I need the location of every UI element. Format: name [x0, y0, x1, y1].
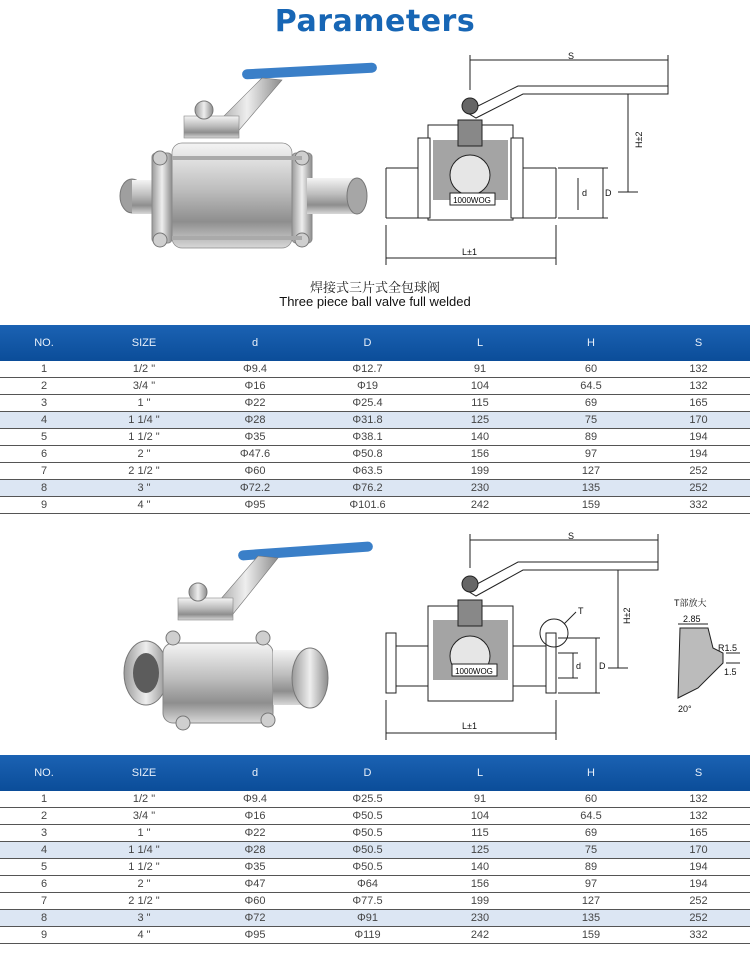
table-cell: Φ25.4: [352, 397, 383, 409]
table-cell: Φ60: [244, 465, 266, 477]
table-cell: 6: [40, 448, 48, 460]
table-cell: 5: [40, 431, 48, 443]
table-cell: Φ31.8: [352, 414, 383, 426]
col-d: d: [251, 337, 259, 349]
table-body: [0, 791, 750, 944]
table-cell: Φ35: [244, 861, 266, 873]
table-header: [0, 755, 750, 791]
valve-drawing-welded: [378, 50, 678, 272]
table-cell: 135: [581, 482, 601, 494]
svg-text:H±2: H±2: [622, 607, 632, 624]
svg-text:2.85: 2.85: [683, 614, 701, 624]
table-cell: 69: [584, 397, 598, 409]
col-size: SIZE: [131, 767, 157, 779]
table-row: [0, 893, 750, 910]
table-cell: 89: [584, 431, 598, 443]
valve-drawing-clamp: [378, 528, 750, 750]
table-cell: 194: [689, 431, 708, 443]
table-row: [0, 378, 750, 395]
svg-text:D: D: [599, 661, 606, 671]
table-cell: 332: [689, 499, 708, 511]
table-cell: 3/4 ": [132, 810, 156, 822]
table-cell: 165: [689, 397, 708, 409]
svg-text:L±1: L±1: [462, 721, 477, 731]
table-cell: 199: [470, 465, 490, 477]
table-cell: 3/4 ": [132, 380, 156, 392]
table-cell: Φ50.5: [352, 827, 383, 839]
svg-text:S: S: [568, 51, 575, 61]
col-l: L: [476, 767, 484, 779]
table-cell: 4: [40, 844, 48, 856]
table-cell: 60: [584, 363, 598, 375]
table-cell: 127: [581, 895, 601, 907]
table-cell: Φ28: [244, 844, 266, 856]
table-cell: Φ76.2: [352, 482, 383, 494]
table-cell: 230: [470, 912, 490, 924]
table-cell: 125: [470, 844, 490, 856]
col-l: L: [476, 337, 484, 349]
svg-text:D: D: [605, 188, 612, 198]
table-cell: 2 ": [137, 448, 151, 460]
table-row: [0, 808, 750, 825]
table-cell: 5: [40, 861, 48, 873]
table-body: [0, 361, 750, 514]
table-cell: 170: [689, 414, 708, 426]
table-cell: Φ50.8: [352, 448, 383, 460]
table-cell: 194: [689, 861, 708, 873]
table-cell: Φ60: [244, 895, 266, 907]
table-row: [0, 791, 750, 808]
table-cell: 332: [689, 929, 708, 941]
table-cell: Φ9.4: [242, 363, 268, 375]
table-cell: Φ63.5: [352, 465, 383, 477]
table-cell: 1 1/2 ": [128, 861, 160, 873]
table-cell: Φ50.5: [352, 861, 383, 873]
table-cell: 1/2 ": [132, 363, 156, 375]
table-row: [0, 480, 750, 497]
table-cell: Φ9.4: [242, 793, 268, 805]
table-cell: 159: [581, 929, 601, 941]
table-cell: Φ95: [244, 499, 266, 511]
table-cell: 132: [689, 380, 708, 392]
table-cell: 252: [689, 482, 708, 494]
table-cell: Φ91: [356, 912, 378, 924]
table-cell: 156: [470, 448, 490, 460]
table-cell: 165: [689, 827, 708, 839]
table-row: [0, 825, 750, 842]
table-cell: Φ72.2: [239, 482, 271, 494]
table-cell: 115: [471, 827, 489, 839]
svg-text:H±2: H±2: [634, 131, 644, 148]
table-row: [0, 876, 750, 893]
table-cell: Φ47.6: [239, 448, 271, 460]
table-cell: 9: [40, 499, 48, 511]
table-cell: Φ22: [244, 397, 266, 409]
table-cell: 1 ": [137, 397, 151, 409]
table-cell: 2 ": [137, 878, 151, 890]
svg-text:L±1: L±1: [462, 247, 477, 257]
table-cell: 170: [689, 844, 708, 856]
svg-text:1000WOG: 1000WOG: [453, 196, 491, 205]
table-cell: 4 ": [137, 499, 151, 511]
table-cell: 2 1/2 ": [128, 895, 160, 907]
table-cell: 2 1/2 ": [128, 465, 160, 477]
table-cell: 252: [689, 895, 708, 907]
spec-table-clamp: [0, 755, 750, 944]
table-cell: 2: [40, 380, 48, 392]
table-cell: 1 ": [137, 827, 151, 839]
col-s: S: [694, 337, 703, 349]
table-cell: Φ35: [244, 431, 266, 443]
svg-text:R1.5: R1.5: [718, 643, 738, 653]
table-cell: 104: [470, 810, 490, 822]
table-cell: 132: [689, 793, 708, 805]
table-cell: 97: [584, 878, 598, 890]
page-title: Parameters: [274, 4, 476, 39]
svg-text:d: d: [582, 188, 588, 198]
col-s: S: [694, 767, 703, 779]
svg-text:d: d: [576, 661, 582, 671]
spec-table-welded: [0, 325, 750, 514]
table-cell: 7: [40, 465, 48, 477]
table-cell: 7: [40, 895, 48, 907]
table-row: [0, 859, 750, 876]
svg-text:20°: 20°: [678, 704, 692, 714]
table-cell: 3: [40, 827, 48, 839]
table-cell: 75: [584, 844, 598, 856]
col-D: D: [363, 337, 372, 349]
table-cell: 115: [471, 397, 489, 409]
col-D: D: [363, 767, 372, 779]
table-cell: 127: [581, 465, 601, 477]
table-cell: 91: [473, 363, 487, 375]
table-cell: 2: [40, 810, 48, 822]
table-cell: Φ72: [244, 912, 266, 924]
table-cell: 159: [581, 499, 601, 511]
table-row: [0, 927, 750, 944]
svg-text:1000WOG: 1000WOG: [455, 667, 493, 676]
table-cell: 140: [470, 431, 490, 443]
caption-chinese: 焊接式三片式全包球阀: [309, 281, 440, 296]
svg-text:1.5: 1.5: [724, 667, 737, 677]
table-cell: 89: [584, 861, 598, 873]
table-cell: 4 ": [137, 929, 151, 941]
table-cell: 135: [581, 912, 601, 924]
table-cell: 194: [689, 448, 708, 460]
table-cell: Φ12.7: [352, 363, 383, 375]
table-cell: 194: [689, 878, 708, 890]
table-cell: 3: [40, 397, 48, 409]
table-cell: 75: [584, 414, 598, 426]
table-cell: 230: [470, 482, 490, 494]
table-cell: 1 1/2 ": [128, 431, 160, 443]
table-cell: 104: [470, 380, 490, 392]
table-cell: 1 1/4 ": [128, 414, 160, 426]
table-row: [0, 361, 750, 378]
table-row: [0, 429, 750, 446]
table-cell: 3 ": [137, 482, 151, 494]
table-cell: Φ16: [244, 810, 266, 822]
table-cell: 9: [40, 929, 48, 941]
table-cell: Φ16: [244, 380, 266, 392]
valve-photo-clamp: [118, 538, 378, 743]
table-cell: Φ101.6: [349, 499, 386, 511]
table-row: [0, 412, 750, 429]
caption-english: Three piece ball valve full welded: [279, 294, 471, 309]
table-cell: 60: [584, 793, 598, 805]
col-h: H: [587, 767, 595, 779]
table-row: [0, 497, 750, 514]
table-cell: 1: [40, 363, 48, 375]
table-cell: 140: [470, 861, 490, 873]
col-h: H: [587, 337, 595, 349]
col-size: SIZE: [131, 337, 157, 349]
table-cell: Φ19: [356, 380, 378, 392]
table-row: [0, 395, 750, 412]
svg-text:T部放大: T部放大: [674, 598, 707, 608]
table-cell: 252: [689, 912, 708, 924]
table-cell: Φ50.5: [352, 810, 383, 822]
table-cell: 64.5: [580, 810, 602, 822]
table-cell: 1: [40, 793, 48, 805]
table-cell: 97: [584, 448, 598, 460]
col-no: NO.: [34, 337, 54, 349]
table-cell: 242: [470, 929, 490, 941]
table-row: [0, 842, 750, 859]
table-cell: 132: [689, 810, 708, 822]
table-cell: Φ95: [244, 929, 266, 941]
table-cell: Φ28: [244, 414, 266, 426]
table-cell: 252: [689, 465, 708, 477]
table-row: [0, 463, 750, 480]
table-cell: 6: [40, 878, 48, 890]
table-cell: 125: [470, 414, 490, 426]
table-cell: 4: [40, 414, 48, 426]
table-cell: 3 ": [137, 912, 151, 924]
table-cell: Φ47: [244, 878, 266, 890]
table-cell: Φ64: [356, 878, 378, 890]
table-cell: 64.5: [580, 380, 602, 392]
table-cell: 242: [470, 499, 490, 511]
col-no: NO.: [34, 767, 54, 779]
table-cell: Φ25.5: [352, 793, 383, 805]
svg-text:T: T: [578, 606, 584, 616]
table-cell: 132: [689, 363, 708, 375]
table-cell: 156: [470, 878, 490, 890]
table-cell: Φ22: [244, 827, 266, 839]
table-cell: Φ77.5: [352, 895, 383, 907]
svg-text:S: S: [568, 531, 575, 541]
valve-photo-welded: [112, 58, 382, 273]
table-cell: 8: [40, 482, 48, 494]
table-cell: 199: [470, 895, 490, 907]
table-cell: 69: [584, 827, 598, 839]
table-cell: Φ119: [354, 929, 381, 941]
table-cell: 91: [473, 793, 487, 805]
table-cell: 8: [40, 912, 48, 924]
col-d: d: [251, 767, 259, 779]
table-cell: 1 1/4 ": [128, 844, 160, 856]
table-cell: Φ50.5: [352, 844, 383, 856]
table-row: [0, 446, 750, 463]
table-header: [0, 325, 750, 361]
table-cell: 1/2 ": [132, 793, 156, 805]
table-row: [0, 910, 750, 927]
table-cell: Φ38.1: [352, 431, 383, 443]
